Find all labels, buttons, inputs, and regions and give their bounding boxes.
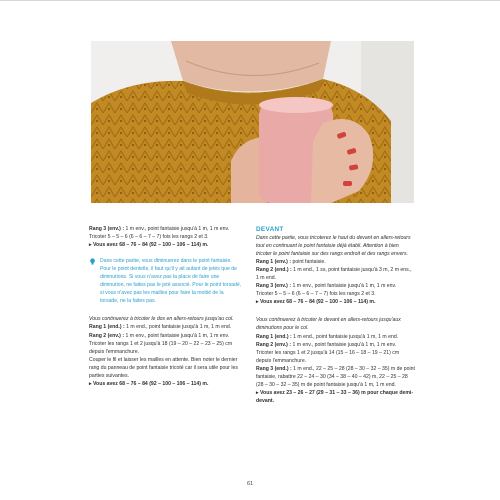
r2-text: 1 m end., 1 ss, point fantaisie jusqu'à 3 m, 2 m ens., 1 m end.	[256, 267, 412, 282]
devant-vous-avez-2: ▸ Vous avez 23 – 26 – 27 (29 – 31 – 33 – 36) m pour chaque demi-devant.	[256, 389, 414, 404]
photo-illustration	[91, 41, 414, 203]
tip-block	[89, 257, 243, 305]
devant-vous-avez-text-2: Vous avez 23 – 26 – 27 (29 – 31 – 33 – 36) m pour chaque demi-devant.	[256, 389, 414, 404]
r2-label: Rang 2 (end.) :	[256, 267, 292, 274]
couper-line: Couper le fil et laisser les mailles en attente. Bien noter le dernier rang du panneau de point fantaisie tricoté car il sera utile pour les parties suivantes.	[89, 356, 238, 379]
vous-avez-text-2: Vous avez 68 – 76 – 84 (92 – 100 – 106 – 114) m.	[93, 380, 209, 387]
tip-text: Dans cette partie, vous diminuerez dans le point fantaisie. Pour le point dentelle, il faut qu'il y ait autant de jetés que de diminutions. Si vous n'avez pas la place de faire une diminution, ne faites pas le jeté associé. Pour le point torsadé, si vous n'avez pas les mailles pour faire la moitié de la torsade, ne la faites pas.	[100, 258, 242, 305]
rang2-text: 1 m env., point fantaisie jusqu'à 1 m, 1 m env.	[124, 332, 230, 339]
s2-text: 1 m env., point fantaisie jusqu'à 1 m, 1 m env.	[291, 341, 397, 348]
rang1-text: 1 m end., point fantaisie jusqu'à 1 m, 1 m end.	[124, 324, 232, 331]
r1-text: point fantaisie.	[291, 259, 326, 266]
devant-s1	[256, 333, 415, 341]
knitting-photo	[91, 41, 414, 203]
rang1-label: Rang 1 (end.) :	[89, 324, 125, 331]
vous-avez-line-1: ▸ Vous avez 68 – 76 – 84 (92 – 100 – 106 – 114) m.	[89, 242, 209, 249]
page-number: 61	[246, 481, 254, 487]
devant-r1	[256, 258, 415, 266]
devant-vous-avez-1: ▸ Vous avez 68 – 76 – 84 (92 – 100 – 106 – 114) m.	[256, 299, 376, 306]
lightbulb-icon	[89, 258, 96, 265]
top-rule	[0, 0, 500, 1]
devant-vous-avez-text-1: Vous avez 68 – 76 – 84 (92 – 100 – 106 – 114) m.	[260, 299, 376, 306]
rang2-label: Rang 2 (env.) :	[89, 332, 125, 339]
r3-label: Rang 3 (env.) :	[256, 283, 292, 290]
devant-continue-note: Vous continuerez à tricoter le devant en allers-retours jusqu'aux diminutions pour le col.	[256, 317, 401, 332]
devant-r3	[256, 282, 415, 290]
spacer	[89, 249, 243, 257]
tricoter-line-1: Tricoter 5 – 5 – 6 (6 – 6 – 7 – 7) fois les rangs 2 et 3.	[89, 234, 209, 241]
r1-label: Rang 1 (env.) :	[256, 259, 292, 266]
s1-text: 1 m end., point fantaisie jusqu'à 1 m, 1 m end.	[291, 333, 399, 340]
s1-label: Rang 1 (end.) :	[256, 333, 292, 340]
devant-s2	[256, 341, 415, 349]
spacer	[256, 306, 415, 316]
devant-s3	[256, 365, 415, 389]
devant-tricoter: Tricoter 5 – 5 – 6 (6 – 6 – 7 – 7) fois les rangs 2 et 3.	[256, 291, 376, 298]
vous-avez-text-1: Vous avez 68 – 76 – 84 (92 – 100 – 106 – 114) m.	[93, 242, 209, 249]
tricoter-line-2: Tricoter les rangs 1 et 2 jusqu'à 18 (19 – 20 – 22 – 23 – 25) cm depuis l'emmanchure.	[89, 340, 233, 355]
rang3-label: Rang 3 (env.) :	[89, 226, 125, 232]
continue-note: Vous continuerez à tricoter le dos en allers-retours jusqu'au col.	[89, 316, 234, 323]
rang2-line	[89, 332, 243, 340]
right-column	[256, 225, 415, 405]
devant-intro: Dans cette partie, vous tricoterez le haut du devant en allers-retours tout en continuant le point fantaisie déjà établi. Attention à bien tricoter le point fantaisie sur des rangs endroit et des rangs envers.	[256, 235, 411, 258]
left-column	[89, 225, 243, 388]
devant-r2	[256, 266, 415, 282]
s3-label: Rang 3 (end.) :	[256, 365, 292, 372]
s3-text: 1 m end., 22 – 25 – 28 (28 – 30 – 32 – 35) m de point fantaisie, rabattre 22 – 24 – 30 (34 – 38 – 40 – 42) m, 22 – 25 – 28 (28 – 30 – 32 – 35) m de point fantaisie jusqu'à 1 m, 1 m end.	[256, 365, 415, 388]
s2-label: Rang 2 (env.) :	[256, 341, 292, 348]
section-title-devant: DEVANT	[256, 226, 284, 233]
rang3-text: 1 m env., point fantaisie jusqu'à 1 m, 1 m env.	[124, 226, 230, 232]
devant-tricoter-2: Tricoter les rangs 1 et 2 jusqu'à 14 (15 – 16 – 18 – 19 – 21) cm depuis l'emmanchure.	[256, 349, 400, 364]
vous-avez-line-2: ▸ Vous avez 68 – 76 – 84 (92 – 100 – 106 – 114) m.	[89, 380, 209, 387]
spacer	[89, 305, 243, 315]
rang3-line	[89, 225, 243, 233]
r3-text: 1 m env., point fantaisie jusqu'à 1 m, 1 m env.	[291, 283, 397, 290]
rang1-line	[89, 323, 243, 331]
